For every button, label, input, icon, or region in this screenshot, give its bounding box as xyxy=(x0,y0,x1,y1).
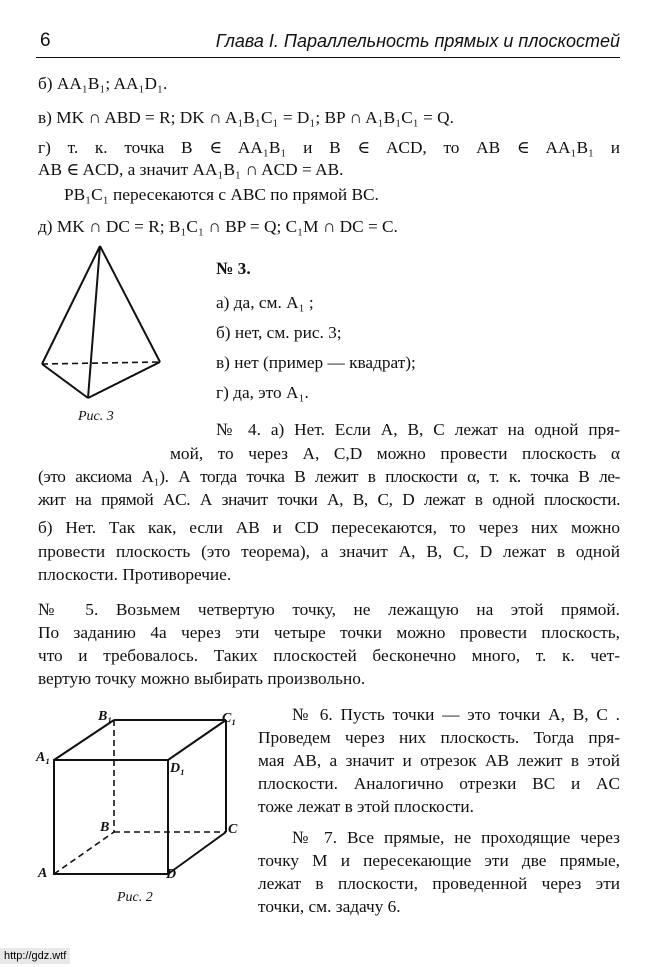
task-4-line3: (это аксиома A₁). А тогда точка B лежит в плоскости α, т. к. точка B ле- xyxy=(38,467,620,486)
vertex-label-b: B xyxy=(100,820,110,835)
figure-3-pyramid xyxy=(30,238,180,408)
task-4-b-line1: б) Нет. Так как, если AB и CD пересекаются, то через них можно xyxy=(38,518,620,537)
figure-2-cube xyxy=(34,708,254,908)
vertex-label-a: A xyxy=(38,866,48,881)
task-3-heading: № 3. xyxy=(216,259,251,278)
task-3-answer-g: г) да, это A₁. xyxy=(216,383,309,402)
cube-edge-d1-c1 xyxy=(168,720,226,760)
task-5-line1: № 5. Возьмем четвертую точку, не лежащую на этой прямой. xyxy=(38,600,620,619)
task-3-answer-b: б) нет, см. рис. 3; xyxy=(216,323,342,342)
answer-v-line: в) MK ∩ ABD = R; DK ∩ A₁B₁C₁ = D₁; BP ∩ A₁B₁C₁ = Q. xyxy=(38,108,454,127)
task-3-answer-v: в) нет (пример — квадрат); xyxy=(216,353,416,372)
vertex-label-b1: B₁ xyxy=(98,709,113,724)
task-4-line4: жит на прямой AC. А значит точки A, B, C, D лежат в одной плоскости. xyxy=(38,490,620,509)
pyramid-edge-right xyxy=(100,246,160,362)
task-6-line5: тоже лежат в этой плоскости. xyxy=(258,797,474,816)
cube-hidden-edge-a-b xyxy=(54,832,114,874)
figure-3-caption: Рис. 3 xyxy=(78,409,114,424)
vertex-label-d1: D₁ xyxy=(170,761,185,776)
task-4-line1: № 4. а) Нет. Если A, B, C лежат на одной пря- xyxy=(216,420,620,439)
task-4-line2: мой, то через A, C,D можно провести плоскость α xyxy=(170,444,620,463)
task-6-line1: № 6. Пусть точки — это точки A, B, C . xyxy=(292,705,620,724)
pyramid-base-front-right xyxy=(88,362,160,398)
task-5-line2: По заданию 4а через эти четыре точки можно провести плоскость, xyxy=(38,623,620,642)
answer-pb-line: PB₁C₁ пересекаются с ABC по прямой BC. xyxy=(64,185,379,204)
cube-front-face xyxy=(54,760,168,874)
header-rule xyxy=(36,57,620,58)
answer-g-line2: AB ∈ ACD, а значит AA₁B₁ ∩ ACD = AB. xyxy=(38,160,344,179)
task-4-b-line3: плоскости. Противоречие. xyxy=(38,565,232,584)
task-5-line4: вертую точку можно выбирать произвольно. xyxy=(38,669,366,688)
chapter-title: Глава I. Параллельность прямых и плоскостей xyxy=(215,31,620,51)
cube-edge-a1-b1 xyxy=(54,720,114,760)
pyramid-base-front-left xyxy=(42,364,88,398)
task-7-line4: точки, см. задачу 6. xyxy=(258,897,401,916)
page-number: 6 xyxy=(40,30,51,51)
vertex-label-c1: C₁ xyxy=(222,711,237,726)
task-3-answer-a: а) да, см. A₁ ; xyxy=(216,293,314,312)
task-6-line2: Проведем через них плоскость. Тогда пря- xyxy=(258,728,620,747)
task-4-b-line2: провести плоскость (это теорема), а значит A, B, C, D лежат в одной xyxy=(38,542,620,561)
cube-edge-d-c xyxy=(168,832,226,874)
task-5-line3: что и требовалось. Таких плоскостей бесконечно много, т. к. чет- xyxy=(38,646,620,665)
answer-g-line1: г) т. к. точка B ∈ AA₁B₁ и B ∈ ACD, то AB ∈ AA₁B₁ и xyxy=(38,138,620,157)
answer-d-line: д) MK ∩ DC = R; B₁C₁ ∩ BP = Q; C₁M ∩ DC = C. xyxy=(38,217,398,236)
task-7-line2: точку M и пересекающие эти две прямые, xyxy=(258,851,620,870)
task-7-line3: лежат в плоскости, проведенной через эти xyxy=(258,874,620,893)
figure-2-caption: Рис. 2 xyxy=(117,890,153,905)
task-6-line4: плоскости. Аналогично отрезки BC и AC xyxy=(258,774,620,793)
task-6-line3: мая AB, а значит и отрезок AB лежит в этой xyxy=(258,751,620,770)
pyramid-base-hidden-edge xyxy=(42,362,160,364)
site-watermark: http://gdz.wtf xyxy=(0,948,70,964)
vertex-label-d: D xyxy=(166,867,177,882)
vertex-label-a1: A₁ xyxy=(36,750,51,765)
answer-b-line: б) AA₁B₁; AA₁D₁. xyxy=(38,74,168,93)
vertex-label-c: C xyxy=(228,822,238,837)
task-7-line1: № 7. Все прямые, не проходящие через xyxy=(292,828,620,847)
